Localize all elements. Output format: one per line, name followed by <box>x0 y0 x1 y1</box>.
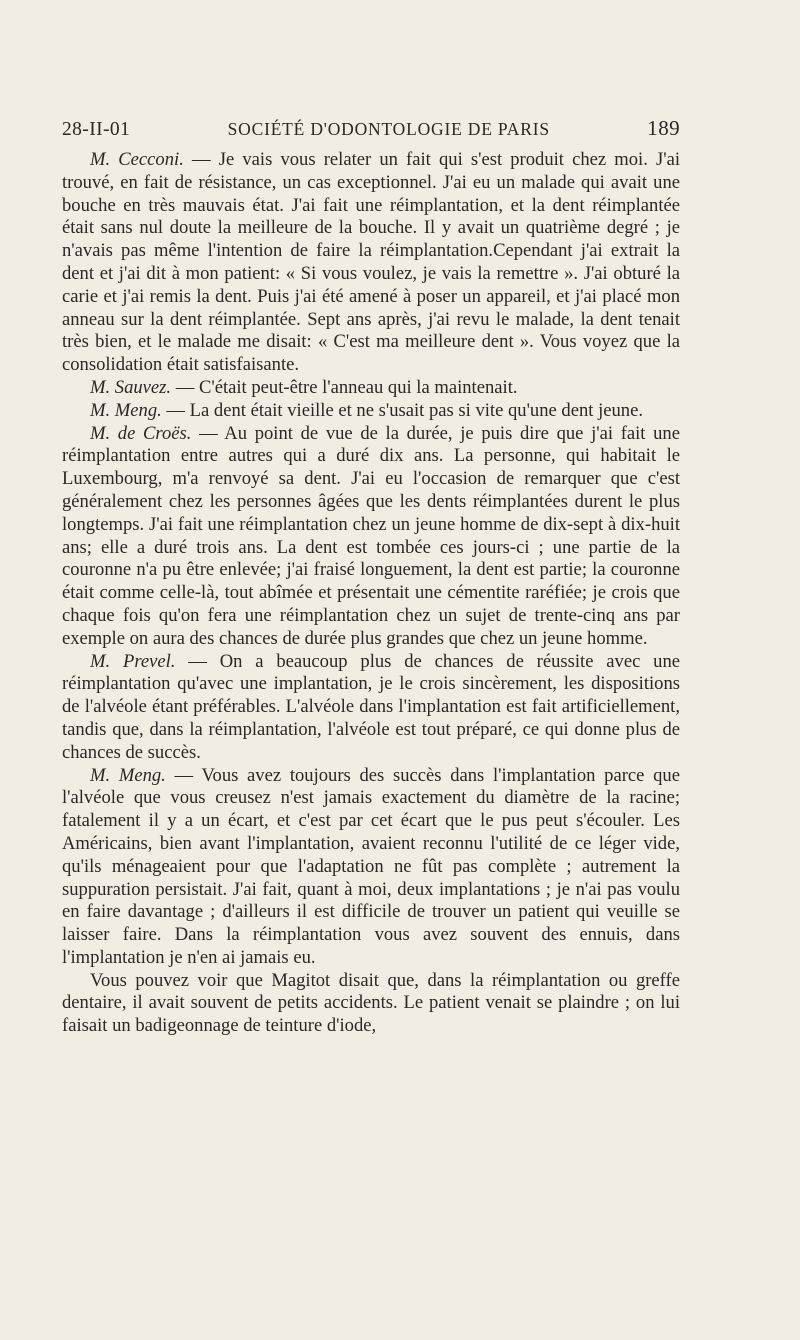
speaker-name: M. Meng. <box>90 399 162 421</box>
paragraph-de-croes <box>62 423 680 651</box>
paragraph-meng-1 <box>62 400 680 423</box>
speaker-name: M. Prevel. <box>90 650 176 672</box>
paragraph-text: — Vous avez toujours des succès dans l'implantation parce que l'alvéole que vous creusez n'est jamais exactement du diamètre de la racine; fatalement il y a un écart, et c'est par cet écart que le pus peut s'écouler. Les Américains, bien avant l'implantation, avaient reconnu l'utilité de ce léger vide, qu'ils ménageaient pour que l'adaptation ne fût pas complète ; autrement la suppuration persistait. J'ai fait, quant à moi, deux implantations ; je n'ai pas voulu en faire davantage ; d'ailleurs il est difficile de trouver un patient qui veuille se laisser faire. Dans la réimplantation vous avez souvent des ennuis, dans l'implantation je n'en ai jamais eu. <box>62 764 680 968</box>
page-number: 189 <box>647 116 680 140</box>
session-date: 28-II-01 <box>62 119 131 140</box>
paragraph-text: — C'était peut-être l'anneau qui la maintenait. <box>171 376 518 398</box>
running-head <box>62 116 680 141</box>
book-page <box>62 116 680 1038</box>
paragraph-cecconi <box>62 149 680 377</box>
speaker-name: M. Sauvez. <box>90 376 172 398</box>
paragraph-text: Vous pouvez voir que Magitot disait que, dans la réimplantation ou greffe dentaire, il avait souvent de petits accidents. Le patient venait se plaindre ; on lui faisait un badigeonnage de teinture d'iode, <box>62 969 680 1037</box>
speaker-name: M. de Croës. <box>90 422 192 444</box>
speaker-name: M. Meng. <box>90 764 166 786</box>
speaker-name: M. Cecconi. <box>90 149 184 170</box>
journal-title: SOCIÉTÉ D'ODONTOLOGIE DE PARIS <box>227 119 550 139</box>
paragraph-text: — On a beaucoup plus de chances de réussite avec une réimplantation qu'avec une implantation, je le crois sincèrement, les dispositions de l'alvéole étant préférables. L'alvéole dans l'implantation est fait artificiellement, tandis que, dans la réimplantation, l'alvéole est tout préparé, ce qui donne plus de chances de succès. <box>62 650 680 763</box>
paragraph-text: — Au point de vue de la durée, je puis dire que j'ai fait une réimplantation entre autres qui a duré dix ans. La personne, qui habitait le Luxembourg, m'a renvoyé sa dent. J'ai eu l'occasion de remarquer que c'est généralement chez les personnes âgées que les dents réimplantées durent le plus longtemps. J'ai fait une réimplantation chez un jeune homme de dix-sept à dix-huit ans; elle a duré trois ans. La dent est tombée ces jours-ci ; une partie de la couronne n'a pu être enlevée; j'ai fraisé longuement, la dent est partie; la couronne était comme celle-là, tout abîmée et présentait une cémentite raréfiée; je crois que chaque fois qu'on fera une réimplantation chez un sujet de trente-cinq ans par exemple on aura des chances de durée plus grandes que chez un jeune homme. <box>62 422 680 649</box>
body-text <box>62 149 680 1038</box>
paragraph-text: — La dent était vieille et ne s'usait pas si vite qu'une dent jeune. <box>161 399 644 421</box>
paragraph-magitot <box>62 970 680 1038</box>
paragraph-sauvez <box>62 377 680 400</box>
paragraph-prevel <box>62 651 680 765</box>
paragraph-meng-2 <box>62 765 680 970</box>
paragraph-text: — Je vais vous relater un fait qui s'est produit chez moi. J'ai trouvé, en fait de résistance, un cas exceptionnel. J'ai eu un malade qui avait une bouche en très mauvais état. J'ai fait une réimplantation, et la dent réimplantée était sans nul doute la meilleure de la bouche. Il y avait un quatrième degré ; je n'avais pas même l'intention de faire la réimplantation.Cependant j'ai extrait la dent et j'ai dit à mon patient: « Si vous voulez, je vais la remettre ». J'ai obturé la carie et j'ai remis la dent. Puis j'ai été amené à poser un appareil, et j'ai placé mon anneau sur la dent réimplantée. Sept ans après, j'ai revu le malade, la dent tenait très bien, et le malade me disait: « C'est ma meilleure dent ». Vous voyez que la consolidation était satisfaisante. <box>62 149 681 376</box>
